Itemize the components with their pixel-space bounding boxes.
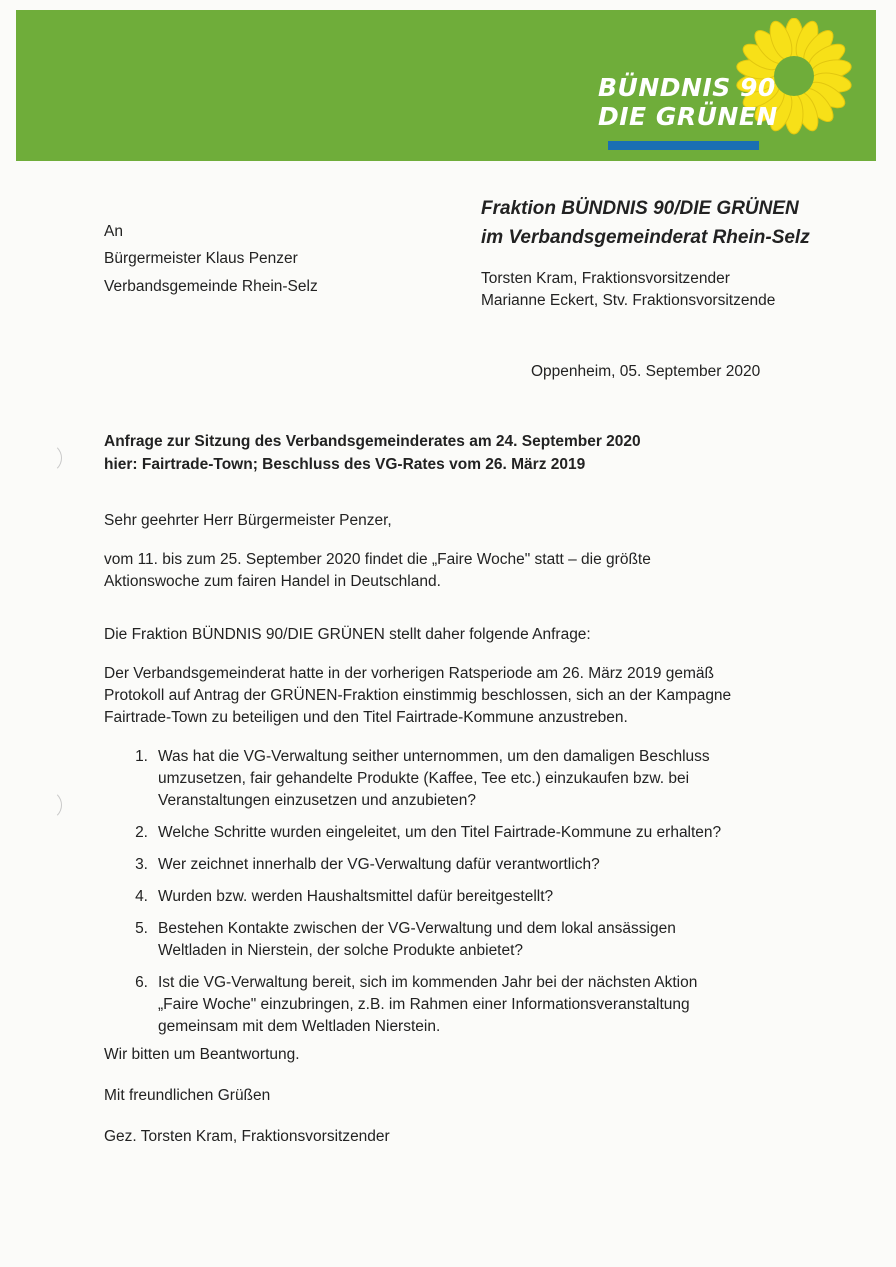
question-line: Wer zeichnet innerhalb der VG-Verwaltung dafür verantwortlich?: [158, 856, 600, 873]
question-text: [158, 886, 804, 908]
intro-line-2: Aktionswoche zum fairen Handel in Deutschland.: [104, 573, 441, 590]
recipient-label: An: [104, 223, 123, 240]
subject-line-1: Anfrage zur Sitzung des Verbandsgemeinderates am 24. September 2020: [104, 433, 641, 450]
recipient-org: Verbandsgemeinde Rhein-Selz: [104, 278, 318, 295]
question-line: Wurden bzw. werden Haushaltsmittel dafür bereitgestellt?: [158, 888, 554, 905]
question-number: 6.: [135, 974, 148, 991]
question-number: 2.: [135, 824, 148, 841]
question-line: gemeinsam mit dem Weltladen Nierstein.: [158, 1018, 441, 1035]
question-number: 5.: [135, 920, 148, 937]
question-line: Was hat die VG-Verwaltung seither unternommen, um den damaligen Beschluss: [158, 748, 710, 765]
closing-request: Wir bitten um Beantwortung.: [104, 1046, 300, 1063]
question-line: umzusetzen, fair gehandelte Produkte (Kaffee, Tee etc.) einzukaufen bzw. bei: [158, 770, 690, 787]
letter-date: Oppenheim, 05. September 2020: [531, 363, 761, 380]
question-text: [158, 854, 804, 876]
context-line-2: Protokoll auf Antrag der GRÜNEN-Fraktion einstimmig beschlossen, sich an der Kampagne: [104, 687, 732, 704]
question-item: [104, 854, 804, 876]
question-text: [158, 822, 804, 844]
question-line: „Faire Woche" einzubringen, z.B. im Rahmen einer Informationsveranstaltung: [158, 996, 690, 1013]
sender-names: [481, 268, 775, 312]
context-line-3: Fairtrade-Town zu beteiligen und den Titel Fairtrade-Kommune anzustreben.: [104, 709, 628, 726]
question-item: [104, 886, 804, 908]
letter-subject: [104, 430, 641, 476]
question-item: [104, 822, 804, 844]
context-paragraph: [104, 663, 804, 729]
question-line: Weltladen in Nierstein, der solche Produkte anbietet?: [158, 942, 524, 959]
question-text: [158, 746, 804, 812]
intro-paragraph: [104, 549, 804, 593]
recipient-name: Bürgermeister Klaus Penzer: [104, 250, 298, 267]
question-number: 1.: [135, 748, 148, 765]
question-line: Ist die VG-Verwaltung bereit, sich im kommenden Jahr bei der nächsten Aktion: [158, 974, 698, 991]
question-item: [104, 746, 804, 812]
logo-line-1: BÜNDNIS 90: [598, 73, 776, 102]
subject-line-2: hier: Fairtrade-Town; Beschluss des VG-Rates vom 26. März 2019: [104, 456, 586, 473]
logo-line-2: DIE GRÜNEN: [598, 102, 778, 131]
question-text: [158, 972, 804, 1038]
question-item: [104, 918, 804, 962]
question-number: 3.: [135, 856, 148, 873]
sender-name-1: Torsten Kram, Fraktionsvorsitzender: [481, 270, 730, 287]
signature: Gez. Torsten Kram, Fraktionsvorsitzender: [104, 1128, 390, 1145]
closing-greeting: Mit freundlichen Grüßen: [104, 1087, 271, 1104]
request-sentence: Die Fraktion BÜNDNIS 90/DIE GRÜNEN stellt daher folgende Anfrage:: [104, 626, 591, 643]
punch-hole-mark: [32, 443, 62, 473]
salutation: Sehr geehrter Herr Bürgermeister Penzer,: [104, 512, 392, 529]
intro-line-1: vom 11. bis zum 25. September 2020 findet die „Faire Woche" statt – die größte: [104, 551, 651, 568]
sender-name-2: Marianne Eckert, Stv. Fraktionsvorsitzende: [481, 292, 776, 309]
question-list: [104, 746, 804, 1048]
sender-title: [481, 194, 810, 252]
sender-title-line-2: im Verbandsgemeinderat Rhein-Selz: [481, 227, 810, 248]
question-line: Welche Schritte wurden eingeleitet, um den Titel Fairtrade-Kommune zu erhalten?: [158, 824, 722, 841]
question-number: 4.: [135, 888, 148, 905]
party-logo: [598, 73, 778, 131]
punch-hole-mark: [32, 790, 62, 820]
sender-title-line-1: Fraktion BÜNDNIS 90/DIE GRÜNEN: [481, 198, 799, 219]
question-line: Veranstaltungen einzusetzen und anzubieten?: [158, 792, 476, 809]
context-line-1: Der Verbandsgemeinderat hatte in der vorherigen Ratsperiode am 26. März 2019 gemäß: [104, 665, 715, 682]
logo-underline: [608, 141, 759, 150]
question-line: Bestehen Kontakte zwischen der VG-Verwaltung und dem lokal ansässigen: [158, 920, 676, 937]
question-text: [158, 918, 804, 962]
question-item: [104, 972, 804, 1038]
